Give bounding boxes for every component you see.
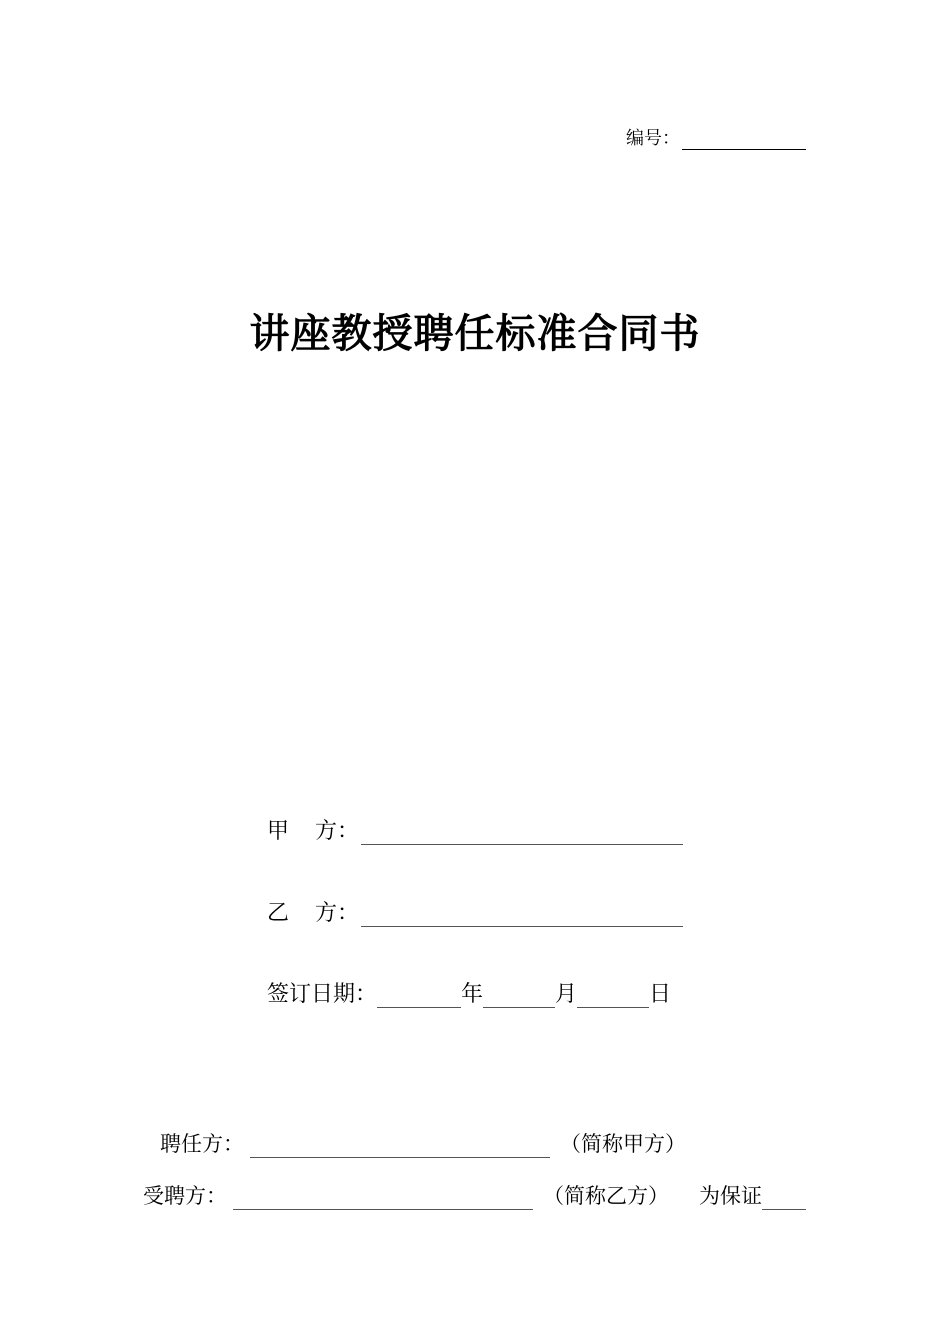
party-b-label-char: 乙: [267, 901, 290, 926]
signing-date-row: [267, 977, 671, 1008]
party-b-blank: [361, 902, 683, 927]
employee-row: [143, 1180, 806, 1210]
party-a-label-suffix: 方：: [315, 819, 360, 844]
serial-number-field: [626, 124, 806, 150]
party-a-row: [267, 814, 683, 845]
year-blank: [377, 983, 461, 1008]
serial-number-label: 编号：: [626, 128, 680, 149]
employer-row: [160, 1128, 686, 1158]
document-title: 讲座教授聘任标准合同书: [249, 310, 701, 357]
party-b-label-suffix: 方：: [315, 901, 360, 926]
employer-abbr: （简称甲方）: [560, 1132, 686, 1156]
party-a-blank: [361, 820, 683, 845]
party-a-label-char: 甲: [267, 819, 290, 844]
month-label: 月: [555, 982, 578, 1007]
employer-label: 聘任方：: [160, 1132, 244, 1156]
continuation-text: 为保证: [699, 1184, 762, 1208]
signing-date-label: 签订日期：: [267, 982, 378, 1007]
employer-blank: [250, 1135, 550, 1158]
employee-blank: [233, 1187, 533, 1210]
serial-number-blank: [682, 129, 806, 150]
year-label: 年: [461, 982, 484, 1007]
employee-abbr: （简称乙方）: [543, 1184, 669, 1208]
employee-label: 受聘方：: [143, 1184, 227, 1208]
day-label: 日: [649, 982, 672, 1007]
continuation-blank: [762, 1187, 806, 1210]
day-blank: [577, 983, 649, 1008]
party-b-row: [267, 896, 683, 927]
month-blank: [483, 983, 555, 1008]
